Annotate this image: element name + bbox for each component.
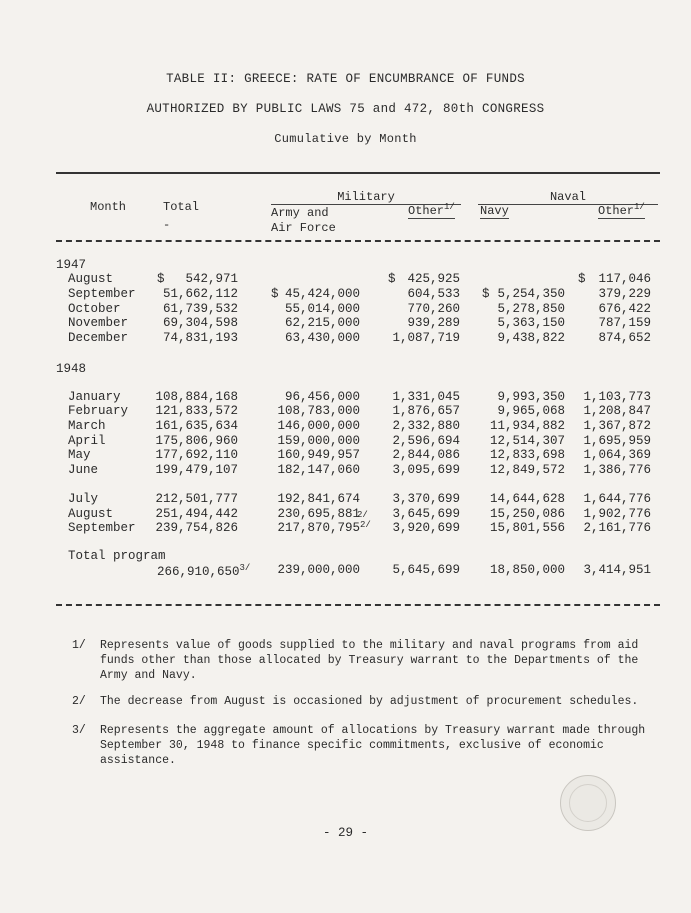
header-total: Total: [163, 200, 200, 214]
cell-navy: 5,254,350: [497, 287, 565, 301]
cell-total: 199,479,107: [155, 463, 238, 477]
cell-total: 212,501,777: [155, 492, 238, 506]
cell-navy: 5,363,150: [497, 316, 565, 330]
bottom-rule: [56, 604, 660, 606]
cell-total: 175,806,960: [155, 434, 238, 448]
cell-month: January: [68, 390, 121, 404]
top-rule: [56, 172, 660, 174]
cell-army-air-force: 182,147,060: [277, 463, 360, 477]
header-army: Army and: [271, 206, 329, 220]
header-naval: Naval: [478, 190, 658, 205]
dollar-sign-navy: $: [482, 287, 490, 301]
cell-month: July: [68, 492, 99, 506]
cell-other-naval: 379,229: [598, 287, 651, 301]
cell-other-military: 2,844,086: [392, 448, 460, 462]
header-total-dash: -: [163, 218, 171, 232]
cell-total: 74,831,193: [162, 331, 238, 345]
cell-month: August: [68, 507, 114, 521]
cell-navy: 12,833,698: [489, 448, 565, 462]
total-program-other-naval: 3,414,951: [583, 563, 651, 577]
cell-month: April: [68, 434, 106, 448]
cell-army-air-force: 108,783,000: [277, 404, 360, 418]
cell-other-military: 1,331,045: [392, 390, 460, 404]
footnote-mark-sep: 2/: [360, 520, 371, 530]
cell-other-naval: 1,644,776: [583, 492, 651, 506]
cell-month: May: [68, 448, 91, 462]
cell-month: November: [68, 316, 129, 330]
cell-other-military: 770,260: [407, 302, 460, 316]
cell-army-air-force: 146,000,000: [277, 419, 360, 433]
cell-other-naval: 117,046: [598, 272, 651, 286]
cell-navy: 15,250,086: [489, 507, 565, 521]
header-air-force: Air Force: [271, 221, 336, 235]
cell-army-air-force: 160,949,957: [277, 448, 360, 462]
cell-month: June: [68, 463, 99, 477]
archive-stamp: [560, 775, 616, 831]
cell-other-military: 2,332,880: [392, 419, 460, 433]
page-number: - 29 -: [322, 826, 368, 840]
cell-army-air-force: 192,841,674: [277, 492, 360, 506]
cell-other-naval: 1,902,776: [583, 507, 651, 521]
header-military: Military: [271, 190, 461, 205]
footnote-2: 2/ The decrease from August is occasioned by adjustment of procurement schedules.: [72, 695, 639, 708]
cell-month: August: [68, 272, 114, 286]
total-program-other-military: 5,645,699: [392, 563, 460, 577]
cell-total: 61,739,532: [162, 302, 238, 316]
header-month: Month: [90, 200, 127, 214]
cell-army-air-force: 63,430,000: [284, 331, 360, 345]
cell-other-military: 939,289: [407, 316, 460, 330]
cell-navy: 14,644,628: [489, 492, 565, 506]
cell-month: December: [68, 331, 129, 345]
cell-other-naval: 2,161,776: [583, 521, 651, 535]
total-program-total: $266,910,650^{3/}$: [157, 563, 251, 580]
cell-army-air-force: 45,424,000: [284, 287, 360, 301]
year-label-1947: 1947: [56, 258, 87, 272]
bleed-through-line: [120, 150, 640, 162]
footnote-mark-aug: 2/: [357, 510, 368, 520]
footnote-1: 1/ Represents value of goods supplied to the military and naval programs from aid funds other than those allocated by Treasury warrant to the Departments of the Army and Navy.: [72, 639, 639, 682]
cell-navy: 9,965,068: [497, 404, 565, 418]
dollar-sign-other-military: $: [388, 272, 396, 286]
cell-army-air-force: 230,695,881: [277, 507, 360, 521]
cell-other-naval: 1,367,872: [583, 419, 651, 433]
cell-total: 69,304,598: [162, 316, 238, 330]
cell-army-air-force: 217,870,795: [277, 521, 360, 535]
cell-other-military: 3,645,699: [392, 507, 460, 521]
cell-total: 251,494,442: [155, 507, 238, 521]
header-navy: Navy: [480, 204, 509, 218]
cell-navy: 5,278,850: [497, 302, 565, 316]
cell-month: September: [68, 521, 136, 535]
year-label-1948: 1948: [56, 362, 87, 376]
table-title-line2: AUTHORIZED BY PUBLIC LAWS 75 and 472, 80th CONGRESS: [146, 102, 545, 116]
cell-navy: 9,438,822: [497, 331, 565, 345]
footnote-3: 3/ Represents the aggregate amount of allocations by Treasury warrant made through September 30, 1948 to finance specific commitments, exclusive of economic assistance.: [72, 724, 646, 767]
cell-navy: 11,934,882: [489, 419, 565, 433]
cell-other-naval: 1,064,369: [583, 448, 651, 462]
cell-other-military: 3,370,699: [392, 492, 460, 506]
cell-total: 177,692,110: [155, 448, 238, 462]
cell-other-naval: 1,103,773: [583, 390, 651, 404]
cell-army-air-force: 159,000,000: [277, 434, 360, 448]
cell-other-naval: 676,422: [598, 302, 651, 316]
cell-other-military: 3,095,699: [392, 463, 460, 477]
header-other-military: Other$^{1/}$: [408, 202, 455, 218]
cell-other-military: 1,087,719: [392, 331, 460, 345]
cell-navy: 9,993,350: [497, 390, 565, 404]
table-subtitle: Cumulative by Month: [274, 132, 417, 146]
cell-total: 239,754,826: [155, 521, 238, 535]
cell-other-military: 1,876,657: [392, 404, 460, 418]
cell-navy: 12,514,307: [489, 434, 565, 448]
total-program-army: 239,000,000: [277, 563, 360, 577]
header-rule: [56, 240, 660, 242]
total-program-navy: 18,850,000: [489, 563, 565, 577]
header-other-naval: Other$^{1/}$: [598, 202, 645, 218]
dollar-sign-total: $: [157, 272, 165, 286]
cell-month: March: [68, 419, 106, 433]
table-title: TABLE II: GREECE: RATE OF ENCUMBRANCE OF FUNDS: [166, 72, 525, 86]
cell-army-air-force: 96,456,000: [284, 390, 360, 404]
cell-month: February: [68, 404, 129, 418]
cell-other-military: 604,533: [407, 287, 460, 301]
cell-month: September: [68, 287, 136, 301]
total-program-label: Total program: [68, 549, 166, 563]
cell-navy: 12,849,572: [489, 463, 565, 477]
cell-navy: 15,801,556: [489, 521, 565, 535]
dollar-sign-army: $: [271, 287, 279, 301]
cell-other-military: 2,596,694: [392, 434, 460, 448]
cell-army-air-force: 55,014,000: [284, 302, 360, 316]
cell-month: October: [68, 302, 121, 316]
dollar-sign-other-naval: $: [578, 272, 586, 286]
cell-total: 108,884,168: [155, 390, 238, 404]
cell-total: 51,662,112: [162, 287, 238, 301]
cell-other-naval: 1,208,847: [583, 404, 651, 418]
cell-total: 542,971: [185, 272, 238, 286]
cell-other-naval: 1,695,959: [583, 434, 651, 448]
cell-other-naval: 1,386,776: [583, 463, 651, 477]
cell-total: 161,635,634: [155, 419, 238, 433]
cell-army-air-force: 62,215,000: [284, 316, 360, 330]
cell-total: 121,833,572: [155, 404, 238, 418]
cell-other-naval: 787,159: [598, 316, 651, 330]
cell-other-military: 3,920,699: [392, 521, 460, 535]
cell-other-military: 425,925: [407, 272, 460, 286]
cell-other-naval: 874,652: [598, 331, 651, 345]
